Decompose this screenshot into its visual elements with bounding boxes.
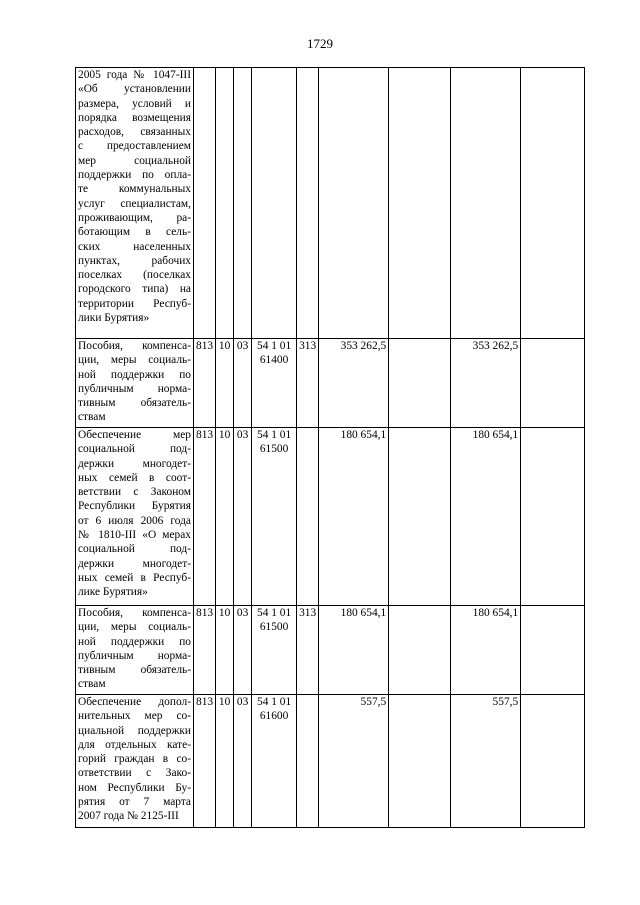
federal-amount bbox=[389, 339, 451, 428]
total-amount: 557,5 bbox=[319, 695, 389, 828]
regional-amount: 180 654,1 bbox=[451, 428, 521, 606]
regional-amount: 557,5 bbox=[451, 695, 521, 828]
federal-amount bbox=[389, 428, 451, 606]
table-row bbox=[76, 606, 585, 695]
section-code: 10 bbox=[216, 606, 234, 695]
expense-type-code bbox=[297, 695, 319, 828]
subsection-code bbox=[234, 68, 252, 339]
subsection-code: 03 bbox=[234, 428, 252, 606]
budget-table-body bbox=[76, 68, 585, 828]
ministry-code: 813 bbox=[194, 339, 216, 428]
ministry-code bbox=[194, 68, 216, 339]
federal-amount bbox=[389, 695, 451, 828]
ministry-code: 813 bbox=[194, 695, 216, 828]
total-amount bbox=[319, 68, 389, 339]
subsection-code: 03 bbox=[234, 695, 252, 828]
section-code: 10 bbox=[216, 339, 234, 428]
regional-amount bbox=[451, 68, 521, 339]
section-code bbox=[216, 68, 234, 339]
row-description: 2005 года № 1047-III «Об установлении размера, условий и порядка возмещения расходов, связанных с предоставлением мер социальной поддержки по опла- те коммунальных услуг специалистам, проживающим, ра- ботающим в сель- ских населенных пунктах, рабочих поселках (поселках городского типа) на территории Респуб- лики Бурятия» bbox=[76, 68, 194, 339]
other-amount bbox=[521, 428, 585, 606]
total-amount: 353 262,5 bbox=[319, 339, 389, 428]
row-description: Обеспечение мер социальной под- держки многодет- ных семей в соот- ветствии с Законом Республики Бурятия от 6 июля 2006 года № 1810-III «О мерах социальной под- держки многодет- ных семей в Респуб- лике Бурятия» bbox=[76, 428, 194, 606]
total-amount: 180 654,1 bbox=[319, 606, 389, 695]
section-code: 10 bbox=[216, 428, 234, 606]
row-description: Пособия, компенса- ции, меры социаль- ной поддержки по публичным норма- тивным обязатель- ствам bbox=[76, 339, 194, 428]
federal-amount bbox=[389, 606, 451, 695]
expense-type-code: 313 bbox=[297, 339, 319, 428]
regional-amount: 353 262,5 bbox=[451, 339, 521, 428]
target-article-code bbox=[252, 68, 297, 339]
other-amount bbox=[521, 339, 585, 428]
subsection-code: 03 bbox=[234, 606, 252, 695]
budget-table bbox=[75, 67, 585, 828]
expense-type-code: 313 bbox=[297, 606, 319, 695]
page-number: 1729 bbox=[307, 36, 333, 51]
target-article-code: 54 1 01 61400 bbox=[252, 339, 297, 428]
target-article-code: 54 1 01 61500 bbox=[252, 606, 297, 695]
section-code: 10 bbox=[216, 695, 234, 828]
table-row bbox=[76, 68, 585, 339]
other-amount bbox=[521, 68, 585, 339]
other-amount bbox=[521, 606, 585, 695]
table-row bbox=[76, 695, 585, 828]
target-article-code: 54 1 01 61500 bbox=[252, 428, 297, 606]
table-row bbox=[76, 339, 585, 428]
other-amount bbox=[521, 695, 585, 828]
expense-type-code bbox=[297, 68, 319, 339]
ministry-code: 813 bbox=[194, 428, 216, 606]
table-row bbox=[76, 428, 585, 606]
federal-amount bbox=[389, 68, 451, 339]
target-article-code: 54 1 01 61600 bbox=[252, 695, 297, 828]
row-description: Пособия, компенса- ции, меры социаль- ной поддержки по публичным норма- тивным обязатель- ствам bbox=[76, 606, 194, 695]
total-amount: 180 654,1 bbox=[319, 428, 389, 606]
subsection-code: 03 bbox=[234, 339, 252, 428]
row-description: Обеспечение допол- нительных мер со- циальной поддержки для отдельных кате- горий граждан в со- ответствии с Зако- ном Республики Бу- рятия от 7 марта 2007 года № 2125-III bbox=[76, 695, 194, 828]
regional-amount: 180 654,1 bbox=[451, 606, 521, 695]
expense-type-code bbox=[297, 428, 319, 606]
ministry-code: 813 bbox=[194, 606, 216, 695]
